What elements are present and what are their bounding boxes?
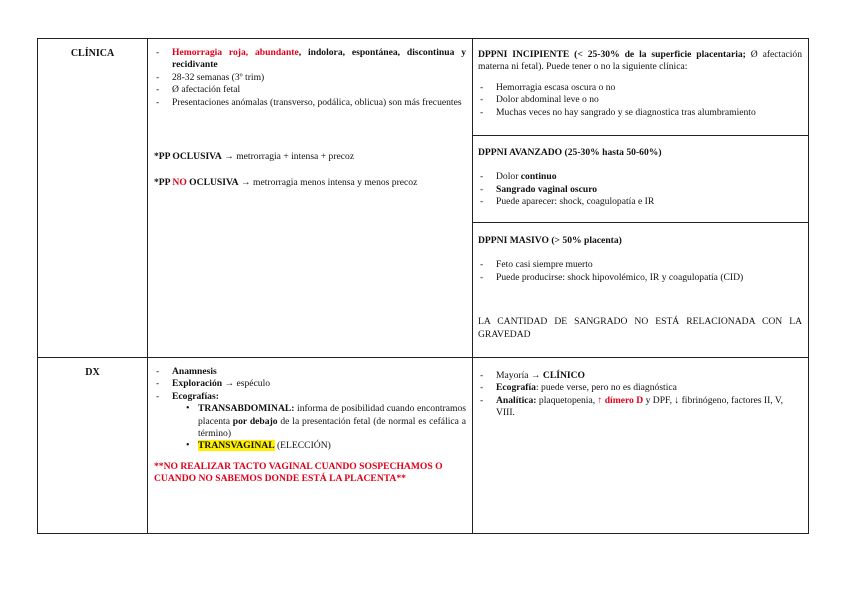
incipiente-list (478, 82, 802, 119)
list-item (478, 395, 802, 420)
masivo-title: DPPNI MASIVO (> 50% placenta) (478, 235, 622, 246)
transvaginal-label: TRANSVAGINAL (198, 440, 275, 452)
ecografias-label: Ecografías: (172, 390, 219, 402)
dppni-masivo (478, 235, 802, 341)
column-divider-2 (472, 39, 473, 533)
ecografia-label: Ecografía (496, 382, 536, 394)
list-item (184, 403, 466, 440)
avanzado-title: DPPNI AVANZADO (25-30% hasta 50-60%) (478, 147, 662, 158)
transabdominal-text-b: de la presentación fetal (de normal es cefálica a término) (198, 415, 466, 440)
row-divider-main (38, 357, 808, 358)
incipiente-title-bold: DPPNI INCIPIENTE (< 25-30% de la superficie placentaria; (478, 49, 746, 60)
clinico-text: CLÍNICO (542, 370, 586, 381)
incipiente-title-tail: Ø afectación materna ni fetal). Puede tener o no la siguiente clínica: (478, 49, 802, 73)
avanzado-list (478, 171, 802, 208)
analitica-text-b: y DPF, ↓ fibrinógeno, factores II, V, VIII. (496, 394, 784, 419)
ecografias-list (154, 403, 466, 453)
ecografia-text: : puede verse, pero no es diagnóstica (535, 382, 677, 394)
masivo-note: LA CANTIDAD DE SANGRADO NO ESTÁ RELACIONADA CON LA GRAVEDAD (478, 316, 802, 340)
clinica-label: CLÍNICA (70, 48, 115, 59)
list-item (154, 366, 466, 378)
dx-right-list (478, 370, 802, 420)
dx-label: DX (85, 367, 100, 378)
column-divider-1 (147, 39, 148, 533)
list-item (184, 440, 466, 452)
dppni-incipiente (478, 49, 802, 119)
analitica-text-a: plaquetopenia, (536, 394, 598, 406)
list-item (154, 47, 466, 72)
row-divider-dppni-2 (472, 222, 808, 223)
avanzado-item-1b: continuo (520, 171, 557, 183)
dimero-text: ↑ dímero D (597, 394, 644, 406)
row-divider-dppni-1 (472, 135, 808, 136)
list-item (154, 97, 466, 109)
avanzado-item-1a: Dolor (496, 171, 521, 183)
pp-no-oclusiva-label-a: *PP (154, 177, 173, 189)
mayoria-text: Mayoría → (496, 370, 543, 381)
row-header-dx (38, 367, 147, 379)
list-item (478, 259, 802, 271)
clinica-content (154, 47, 466, 190)
list-item (478, 171, 802, 183)
list-item (478, 82, 802, 94)
fetal-text: Ø afectación fetal (172, 84, 241, 96)
presentation-text: Presentaciones anómalas (transverso, podálica, oblicua) son más frecuentes (172, 96, 462, 108)
dx-right-content (478, 370, 802, 420)
list-item (154, 378, 466, 390)
weeks-text: 28-32 semanas (3º trim) (172, 71, 265, 83)
masivo-item-1: Feto casi siempre muerto (496, 259, 593, 271)
list-item (154, 84, 466, 96)
clinica-bullets (154, 47, 466, 109)
list-item (478, 382, 802, 394)
list-item (478, 94, 802, 106)
transabdominal-label: TRANSABDOMINAL: (198, 403, 295, 415)
clinical-table (37, 38, 809, 534)
incipiente-item-2: Dolor abdominal leve o no (496, 94, 599, 106)
pp-no-label: NO (172, 177, 187, 189)
list-item (154, 72, 466, 84)
list-item (478, 184, 802, 196)
list-item (478, 196, 802, 208)
pp-no-oclusiva-line (154, 177, 466, 189)
analitica-label: Analítica: (496, 394, 537, 406)
pp-oclusiva-line (154, 151, 466, 163)
masivo-item-2: Puede producirse: shock hipovolémico, IR y coagulopatía (CID) (496, 271, 744, 283)
list-item (478, 107, 802, 119)
incipiente-title (478, 49, 802, 74)
exploracion-label: Exploración (172, 378, 223, 390)
dx-content (154, 366, 466, 486)
pp-oclusiva-label: *PP OCLUSIVA (154, 151, 222, 163)
list-item (478, 370, 802, 382)
bleeding-text: , indolora, espontánea, discontinua y recidivante (172, 47, 466, 71)
exploracion-text: → espéculo (222, 378, 271, 390)
masivo-list (478, 259, 802, 284)
pp-no-oclusiva-label-b: OCLUSIVA (186, 177, 239, 189)
incipiente-item-1: Hemorragia escasa oscura o no (496, 81, 616, 93)
pp-oclusiva-text: → metrorragia + intensa + precoz (221, 151, 355, 163)
transabdominal-text-bold: por debajo (232, 415, 278, 427)
pp-no-oclusiva-text: → metrorragia menos intensa y menos precoz (238, 177, 418, 189)
dx-warning: **NO REALIZAR TACTO VAGINAL CUANDO SOSPECHAMOS O CUANDO NO SABEMOS DONDE ESTÁ LA PLACENTA** (154, 460, 443, 485)
incipiente-item-3: Muchas veces no hay sangrado y se diagnostica tras alumbramiento (496, 106, 756, 118)
dx-list (154, 366, 466, 403)
list-item (478, 272, 802, 284)
list-item (154, 391, 466, 403)
avanzado-item-3: Puede aparecer: shock, coagulopatía e IR (496, 196, 655, 208)
transvaginal-text: (ELECCIÓN) (274, 440, 331, 452)
transabdominal-text-a: informa de posibilidad cuando encontramos placenta (198, 403, 466, 427)
bleeding-highlight: Hemorragia roja, abundante (172, 47, 299, 58)
dppni-avanzado (478, 147, 802, 209)
avanzado-item-2: Sangrado vaginal oscuro (496, 183, 598, 195)
anamnesis-text: Anamnesis (172, 366, 217, 377)
row-header-clinica (38, 48, 147, 60)
